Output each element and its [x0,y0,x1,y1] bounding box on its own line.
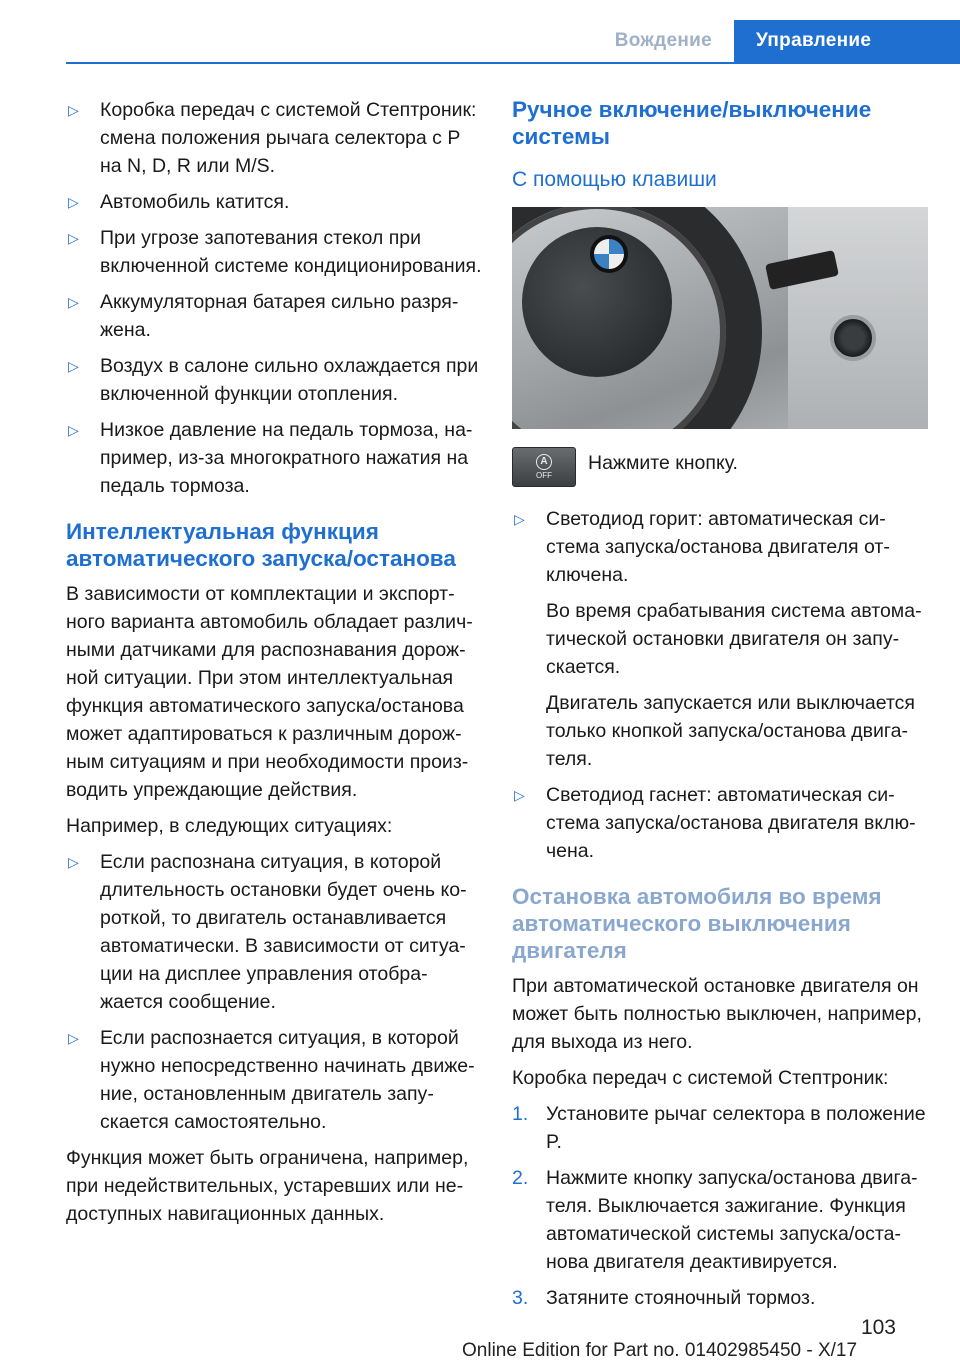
list-item: 1. Установите рычаг селектора в положение P. [512,1103,926,1153]
steps-list [512,1100,930,1312]
triangle-bullet-icon: ▷ [68,1030,79,1046]
icon-caption: Нажмите кнопку. [588,452,738,474]
header-rule [66,62,960,64]
tab-driving[interactable]: Вождение [614,30,712,51]
situations-list [66,848,484,1136]
page-number: 103 [860,1316,896,1339]
triangle-bullet-icon: ▷ [68,102,79,118]
paragraph: Коробка передач с системой Стептроник: [512,1067,889,1089]
triangle-bullet-icon: ▷ [68,230,79,246]
triangle-bullet-icon: ▷ [68,194,79,210]
tab-controls[interactable]: Управление [734,20,960,62]
list-item: ▷ При угрозе запотевания стекол при включенной системе кондиционирования. [66,224,484,280]
header-tabs [593,20,960,62]
section-heading-manual: Ручное включение/выключение системы [512,97,872,149]
triangle-bullet-icon: ▷ [68,358,79,374]
triangle-bullet-icon: ▷ [68,854,79,870]
conditions-list [66,96,484,500]
footer-edition: Online Edition for Part no. 01402985450 - X/17 [462,1340,858,1361]
list-item: ▷ Светодиод горит: автоматическая система запуска/останова двигателя отключена. Во время срабатывания система автоматической остановки двигателя он запускается. Двигатель запускается или выключается только кнопкой запуска/останова двигателя. [512,505,930,773]
list-item: ▷ Низкое давление на педаль тормоза, например, из-за многократного нажатия на педаль тормоза. [66,416,484,500]
list-item: ▷ Аккумуляторная батарея сильно разряжена. [66,288,484,344]
bmw-logo-icon [590,235,628,273]
paragraph: В зависимости от комплектации и экспортного варианта автомобиль обладает различными датчиками для распознавания дорожной ситуации. При этом интеллектуальная функция автоматического запуска/останова может адаптироваться к различным дорожным ситуациям и при необходимости производить упреждающие действия. [66,583,473,801]
triangle-bullet-icon: ▷ [514,511,525,527]
triangle-bullet-icon: ▷ [68,294,79,310]
list-item: ▷ Светодиод гаснет: автоматическая система запуска/останова двигателя включена. [512,781,930,865]
auto-start-stop-button [830,315,876,361]
triangle-bullet-icon: ▷ [68,422,79,438]
list-item: ▷ Если распознана ситуация, в которой длительность остановки будет очень короткой, то двигатель останавливается автоматически. В зависимости от ситуации на дисплее управления отображается сообщение. [66,848,484,1016]
left-column [66,96,484,1236]
section-heading-stop: Остановка автомобиля во время автоматического выключения двигателя [512,884,882,963]
list-item: 2. Нажмите кнопку запуска/останова двигателя. Выключается зажигание. Функция автоматической системы запуска/останова двигателя деактивируется. [512,1167,918,1273]
auto-start-stop-off-icon: A OFF [512,447,576,487]
subheading-button: С помощью клавиши [512,168,717,191]
paragraph: При автоматической остановке двигателя он может быть полностью выключен, например, для выхода из него. [512,975,922,1053]
right-column [512,96,930,1320]
paragraph: Функция может быть ограничена, например, при недействительных, устаревших или недоступных навигационных данных. [66,1147,469,1225]
section-heading-intelligent: Интеллектуальная функция автоматического запуска/останова [66,519,456,571]
triangle-bullet-icon: ▷ [514,787,525,803]
button-instruction [512,447,930,487]
list-item: 3. Затяните стояночный тормоз. [512,1287,816,1309]
list-item: ▷ Воздух в салоне сильно охлаждается при включенной функции отопления. [66,352,484,408]
list-item: ▷ Автомобиль катится. [66,188,484,216]
paragraph: Например, в следующих ситуациях: [66,815,393,837]
list-item: ▷ Если распознается ситуация, в которой нужно непосредственно начинать движение, остановленным двигатель запускается самостоятельно. [66,1024,484,1136]
led-list [512,505,930,865]
steering-wheel-photo [512,207,928,429]
list-item: ▷ Коробка передач с системой Стептроник: смена положения рычага селектора с P на N, D, R или M/S. [66,96,484,180]
